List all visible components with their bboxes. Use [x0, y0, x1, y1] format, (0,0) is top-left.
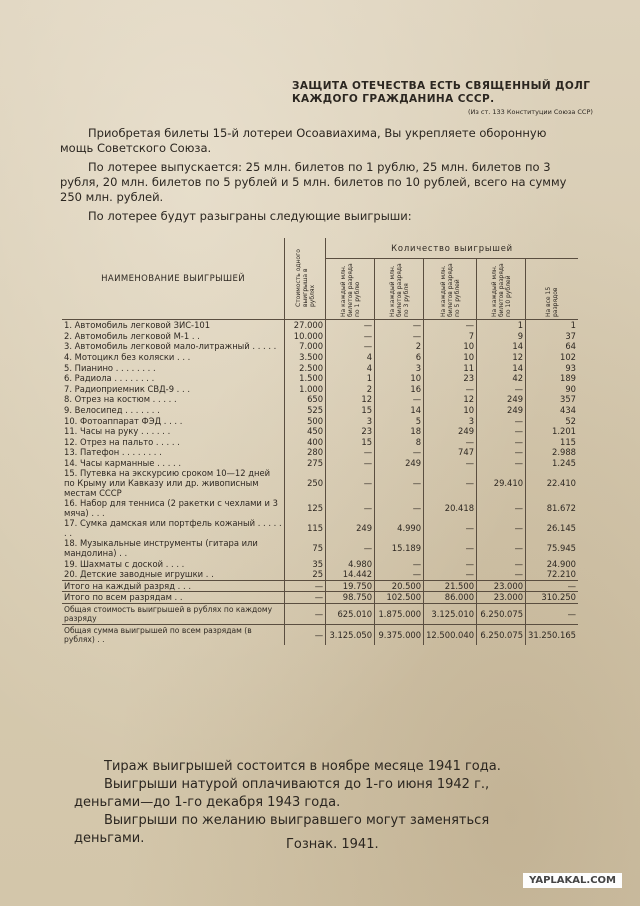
motto-line-2: КАЖДОГО ГРАЖДАНИНА СССР.	[292, 93, 495, 105]
prize-name-cell: 8. Отрез на костюм . . . . .	[64, 394, 177, 405]
prize-count-cell: 6.250.075	[477, 603, 526, 624]
prize-count-cell: 14	[375, 405, 424, 416]
prize-count-cell: 1	[477, 320, 526, 331]
prize-count-cell: —	[477, 415, 526, 426]
prize-count-cell: 10	[375, 373, 424, 384]
prize-count-cell: —	[375, 569, 424, 580]
prize-cost-cell: 1.000	[285, 384, 326, 395]
prize-count-cell: 249	[326, 518, 375, 538]
total-row	[62, 603, 578, 624]
prize-cost-cell: —	[285, 624, 326, 645]
prize-name-cell: 16. Набор для тенниса (2 ракетки с чехлами и 3 мяча) . . .	[64, 498, 278, 519]
prize-count-cell: 747	[424, 447, 477, 458]
prize-count-cell: 98.750	[326, 592, 375, 604]
prize-name-cell: 14. Часы карманные . . . . .	[64, 458, 182, 469]
prize-count-cell: 29.410	[477, 468, 526, 498]
prize-cost-cell: 115	[285, 518, 326, 538]
prize-cost-cell: 2.500	[285, 362, 326, 373]
prize-row	[62, 341, 578, 352]
prize-row	[62, 538, 578, 558]
prize-row	[62, 394, 578, 405]
prize-count-cell: 189	[526, 373, 578, 384]
prize-count-cell: 37	[526, 331, 578, 342]
prize-count-cell: 90	[526, 384, 578, 395]
prize-count-cell: 3.125.050	[326, 624, 375, 645]
prize-cost-cell: 75	[285, 538, 326, 558]
prize-count-cell: 8	[375, 437, 424, 448]
prize-count-cell: 10	[424, 341, 477, 352]
prize-cost-cell: 35	[285, 558, 326, 569]
prize-count-cell: 23	[424, 373, 477, 384]
footer-payout-goods: Выигрыши натурой оплачиваются до 1-го июня 1942 г.,	[104, 777, 490, 792]
prize-count-cell: 4	[326, 362, 375, 373]
prize-cost-cell: 1.500	[285, 373, 326, 384]
prize-row	[62, 320, 578, 331]
prize-name-cell: 11. Часы на руку . . . . . .	[64, 426, 171, 437]
motto	[292, 80, 592, 106]
prize-cost-cell: —	[285, 592, 326, 604]
prize-count-cell: 20.500	[375, 580, 424, 592]
prize-count-cell: 2	[326, 384, 375, 395]
prize-count-cell: 10	[424, 405, 477, 416]
printer-imprint: Гознак. 1941.	[286, 837, 379, 852]
footer-replace-note: Выигрыши по желанию выигравшего могут заменяться	[104, 813, 490, 828]
prize-count-cell: 3	[326, 415, 375, 426]
prize-name-cell: 2. Автомобиль легковой М-1 . .	[64, 330, 200, 341]
prize-count-cell: 42	[477, 373, 526, 384]
prize-name-cell: 9. Велосипед . . . . . . .	[64, 405, 160, 416]
prize-name-cell: Общая сумма выигрышей по всем разрядам (в рублях) . .	[62, 624, 285, 645]
total-row	[62, 624, 578, 645]
prize-count-cell: —	[424, 569, 477, 580]
prize-count-cell: 15.189	[375, 538, 424, 558]
header-count-3rub: На каждый млн. билетов разряда по 3 рубля	[375, 259, 424, 320]
prize-count-cell: 4.990	[375, 518, 424, 538]
prize-count-cell: 16	[375, 384, 424, 395]
prize-count-cell: 75.945	[526, 538, 578, 558]
prize-row	[62, 426, 578, 437]
prize-row	[62, 362, 578, 373]
prize-count-cell: 12	[477, 352, 526, 363]
prize-count-cell: —	[424, 558, 477, 569]
prize-count-cell: 1	[326, 373, 375, 384]
total-row	[62, 592, 578, 604]
prize-count-cell: 24.900	[526, 558, 578, 569]
prize-name-cell: 6. Радиола . . . . . . . .	[64, 373, 155, 384]
prize-row	[62, 415, 578, 426]
prize-count-cell: —	[424, 320, 477, 331]
prize-count-cell: —	[375, 331, 424, 342]
prize-name-cell: 18. Музыкальные инструменты (гитара или мандолина) . .	[64, 538, 258, 559]
prize-count-cell: 22.410	[526, 468, 578, 498]
header-count-1rub: На каждый млн. билетов разряда по 1 рублю	[326, 259, 375, 320]
prize-count-cell: —	[477, 437, 526, 448]
prize-count-cell: 12.500.040	[424, 624, 477, 645]
footer-draw-date: Тираж выигрышей состоится в ноябре месяце 1941 года.	[104, 759, 501, 774]
prize-count-cell: 15	[326, 437, 375, 448]
prize-count-cell: 26.145	[526, 518, 578, 538]
prize-name-cell: 1. Автомобиль легковой ЗИС-101	[64, 320, 211, 331]
prize-row	[62, 498, 578, 518]
prize-count-cell: —	[424, 437, 477, 448]
prize-count-cell: —	[526, 580, 578, 592]
prize-count-cell: 23	[326, 426, 375, 437]
prize-count-cell: 3	[375, 362, 424, 373]
prizes-table	[62, 238, 578, 645]
prize-cost-cell: 250	[285, 468, 326, 498]
prize-cost-cell: 280	[285, 447, 326, 458]
prize-count-cell: 12	[326, 394, 375, 405]
prize-cost-cell: 7.000	[285, 341, 326, 352]
prize-count-cell: 10	[424, 352, 477, 363]
constitution-reference: (Из ст. 133 Конституции Союза ССР)	[468, 108, 593, 116]
prize-row	[62, 384, 578, 395]
prize-count-cell: —	[375, 447, 424, 458]
prize-count-cell: 5	[375, 415, 424, 426]
header-prize-cost: Стоимость одного выигрыша в рублях	[285, 238, 326, 320]
prize-name-cell: 17. Сумка дамская или портфель кожаный . . . . . . .	[64, 518, 282, 539]
prize-count-cell: 15	[326, 405, 375, 416]
prize-count-cell: 19.750	[326, 580, 375, 592]
prize-count-cell: —	[326, 447, 375, 458]
header-prize-count-group: Количество выигрышей	[326, 238, 578, 259]
prize-count-cell: 81.672	[526, 498, 578, 518]
prize-count-cell: —	[424, 518, 477, 538]
prize-count-cell: —	[326, 538, 375, 558]
prize-count-cell: 1.245	[526, 458, 578, 469]
prize-count-cell: —	[375, 498, 424, 518]
prize-count-cell: 249	[477, 394, 526, 405]
prize-count-cell: —	[424, 468, 477, 498]
prize-count-cell: 1	[526, 320, 578, 331]
prize-count-cell: 11	[424, 362, 477, 373]
prize-cost-cell: 450	[285, 426, 326, 437]
prize-count-cell: 4	[326, 352, 375, 363]
prize-count-cell: —	[326, 320, 375, 331]
prize-row	[62, 518, 578, 538]
prize-name-cell: 3. Автомобиль легковой мало-литражный . . . . .	[64, 341, 277, 352]
prize-cost-cell: 3.500	[285, 352, 326, 363]
prize-count-cell: 86.000	[424, 592, 477, 604]
prize-count-cell: 2	[375, 341, 424, 352]
prize-count-cell: —	[326, 341, 375, 352]
prize-row	[62, 331, 578, 342]
prize-row	[62, 458, 578, 469]
prize-count-cell: 102.500	[375, 592, 424, 604]
prize-count-cell: —	[375, 320, 424, 331]
prize-name-cell: 20. Детские заводные игрушки . .	[64, 569, 214, 580]
prize-count-cell: 93	[526, 362, 578, 373]
prize-row	[62, 405, 578, 416]
prize-count-cell: 310.250	[526, 592, 578, 604]
prize-name-cell: 10. Фотоаппарат ФЭД . . . .	[64, 415, 183, 426]
prize-count-cell: —	[375, 558, 424, 569]
prize-cost-cell: 500	[285, 415, 326, 426]
prize-name-cell: Общая стоимость выигрышей в рублях по каждому разряду	[62, 603, 285, 624]
prize-count-cell: 249	[477, 405, 526, 416]
prize-count-cell: 20.418	[424, 498, 477, 518]
prize-count-cell: 3	[424, 415, 477, 426]
prize-count-cell: —	[477, 426, 526, 437]
prize-row	[62, 352, 578, 363]
prize-count-cell: —	[477, 518, 526, 538]
header-count-all: На все 15 разрядов	[526, 259, 578, 320]
prize-count-cell: 1.201	[526, 426, 578, 437]
prize-count-cell: 7	[424, 331, 477, 342]
prize-count-cell: —	[326, 498, 375, 518]
motto-line-1: ЗАЩИТА ОТЕЧЕСТВА ЕСТЬ СВЯЩЕННЫЙ ДОЛГ	[292, 80, 591, 92]
prize-cost-cell: 525	[285, 405, 326, 416]
prize-name-cell: 7. Радиоприемник СВД-9 . . .	[64, 383, 190, 394]
prize-count-cell: —	[375, 468, 424, 498]
prize-cost-cell: —	[285, 580, 326, 592]
prize-row	[62, 447, 578, 458]
prize-name-cell: 19. Шахматы с доской . . . .	[64, 558, 185, 569]
prize-name-cell: 12. Отрез на пальто . . . . .	[64, 436, 180, 447]
prize-count-cell: 9	[477, 331, 526, 342]
prize-count-cell: 357	[526, 394, 578, 405]
prize-rows	[62, 320, 578, 645]
prize-count-cell: 249	[424, 426, 477, 437]
footer-text	[74, 758, 594, 848]
prize-count-cell: 14	[477, 341, 526, 352]
prize-count-cell: —	[424, 384, 477, 395]
prize-name-cell: 15. Путевка на экскурсию сроком 10—12 дней по Крыму или Кавказу или др. живописным местам СССР	[64, 468, 271, 499]
prize-count-cell: 14	[477, 362, 526, 373]
prize-count-cell: 102	[526, 352, 578, 363]
prize-count-cell: 4.980	[326, 558, 375, 569]
footer-replace-note-2: деньгами.	[74, 831, 145, 846]
intro-paragraph-1: Приобретая билеты 15-й лотереи Осоавиахима, Вы укрепляете оборонную мощь Советского Союза.	[60, 126, 547, 155]
prize-name-cell: Итого по всем разрядам . .	[62, 592, 285, 604]
prize-count-cell: 23.000	[477, 592, 526, 604]
prize-count-cell: 434	[526, 405, 578, 416]
prize-row	[62, 569, 578, 580]
prize-count-cell: 9.375.000	[375, 624, 424, 645]
intro-paragraph-3: По лотерее будут разыграны следующие выигрыши:	[88, 209, 412, 223]
prize-count-cell: 21.500	[424, 580, 477, 592]
prize-count-cell: 12	[424, 394, 477, 405]
prize-count-cell: 52	[526, 415, 578, 426]
intro-paragraph-2: По лотерее выпускается: 25 млн. билетов по 1 рублю, 25 млн. билетов по 3 рубля, 20 млн. билетов по 5 рублей и 5 млн. билетов по 10 рублей, всего на сумму 250 млн. рублей.	[60, 160, 567, 204]
prize-cost-cell: —	[285, 603, 326, 624]
prize-row	[62, 468, 578, 498]
prize-count-cell: —	[477, 384, 526, 395]
prize-count-cell: 2.988	[526, 447, 578, 458]
prize-count-cell: —	[477, 569, 526, 580]
header-prize-name: НАИМЕНОВАНИЕ ВЫИГРЫШЕЙ	[62, 238, 285, 320]
prize-cost-cell: 27.000	[285, 320, 326, 331]
prize-count-cell: 115	[526, 437, 578, 448]
prize-name-cell: 5. Пианино . . . . . . . .	[64, 362, 156, 373]
prize-count-cell: —	[526, 603, 578, 624]
prize-count-cell: 1.875.000	[375, 603, 424, 624]
prize-count-cell: —	[477, 447, 526, 458]
prize-count-cell: —	[477, 498, 526, 518]
prize-count-cell: 31.250.165	[526, 624, 578, 645]
footer-payout-money: деньгами—до 1-го декабря 1943 года.	[74, 795, 341, 810]
prize-count-cell: —	[326, 331, 375, 342]
prize-count-cell: —	[424, 538, 477, 558]
prize-count-cell: —	[477, 558, 526, 569]
prize-row	[62, 373, 578, 384]
prize-cost-cell: 275	[285, 458, 326, 469]
prize-count-cell: 6.250.075	[477, 624, 526, 645]
prize-count-cell: 18	[375, 426, 424, 437]
prize-cost-cell: 125	[285, 498, 326, 518]
prize-cost-cell: 400	[285, 437, 326, 448]
header-count-5rub: На каждый млн. билетов разряда по 5 рублей	[424, 259, 477, 320]
prize-count-cell: —	[424, 458, 477, 469]
prize-name-cell: 13. Патефон . . . . . . . .	[64, 447, 162, 458]
total-row	[62, 580, 578, 592]
prize-count-cell: —	[477, 538, 526, 558]
prize-count-cell: 6	[375, 352, 424, 363]
prize-count-cell: —	[326, 458, 375, 469]
prize-count-cell: —	[375, 394, 424, 405]
site-watermark: YAPLAKAL.COM	[523, 873, 622, 888]
prize-row	[62, 437, 578, 448]
prize-cost-cell: 650	[285, 394, 326, 405]
prize-cost-cell: 10.000	[285, 331, 326, 342]
prize-count-cell: 14.442	[326, 569, 375, 580]
prize-count-cell: 3.125.010	[424, 603, 477, 624]
header-count-10rub: На каждый млн. билетов разряда по 10 рублей	[477, 259, 526, 320]
intro-text	[60, 126, 580, 228]
prize-row	[62, 558, 578, 569]
prize-count-cell: —	[477, 458, 526, 469]
prize-count-cell: 249	[375, 458, 424, 469]
prize-count-cell: 625.010	[326, 603, 375, 624]
prize-count-cell: —	[326, 468, 375, 498]
prize-count-cell: 64	[526, 341, 578, 352]
prize-cost-cell: 25	[285, 569, 326, 580]
prize-count-cell: 23.000	[477, 580, 526, 592]
prize-name-cell: 4. Мотоцикл без коляски . . .	[64, 352, 191, 363]
prize-name-cell: Итого на каждый разряд . . .	[62, 580, 285, 592]
prize-count-cell: 72.210	[526, 569, 578, 580]
